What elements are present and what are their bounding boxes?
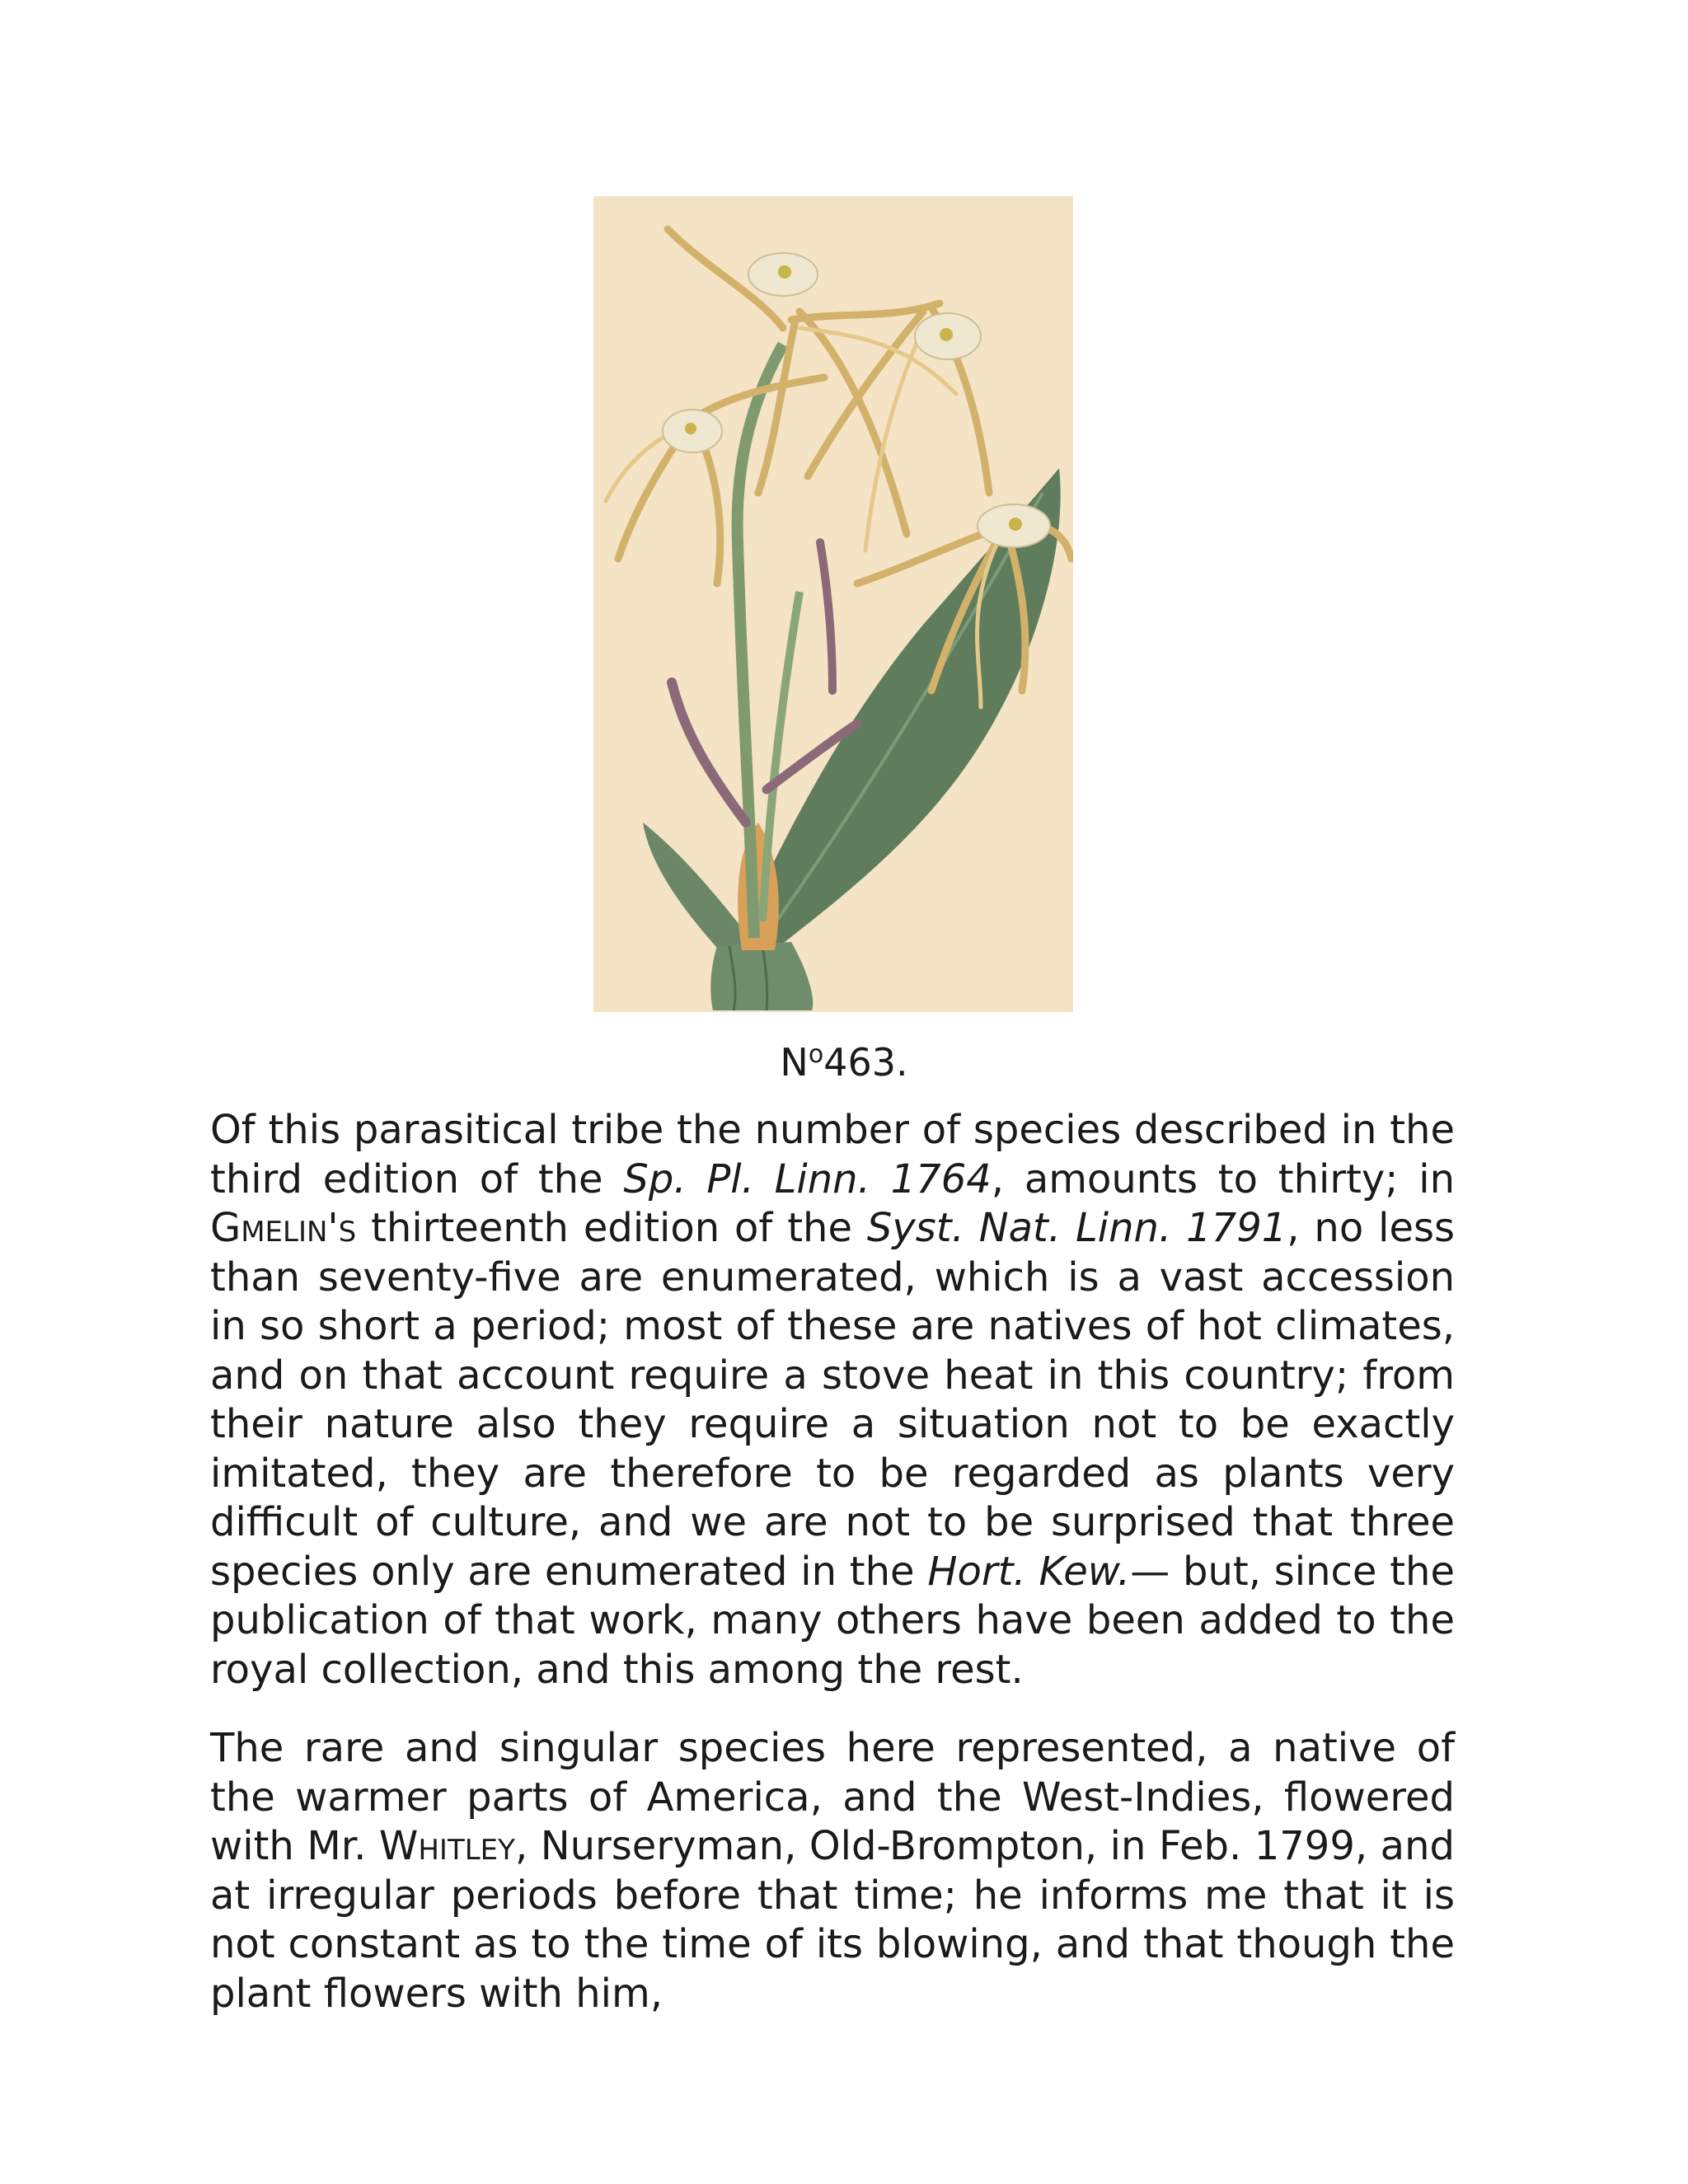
p1-reference-syst-nat: Syst. Nat. Linn. 1791: [866, 1205, 1287, 1251]
body-text: [210, 1106, 1455, 2048]
plate-number-superscript: o: [808, 1040, 824, 1069]
plate-number-prefix: N: [780, 1040, 809, 1085]
p1-text-2: , amounts to thirty; in: [991, 1155, 1456, 1202]
p2-text-1: The rare and singular species here represented, a native of the warmer parts of America, and the West-Indies, flowered with Mr.: [210, 1725, 1455, 1869]
p1-name-gmelin: Gmelin's: [210, 1205, 357, 1251]
p1-text-1: Of this parasitical tribe the number of species described in the third edition of the: [210, 1107, 1455, 1202]
p1-text-5: — but, since the publication of that work, many others have been added to the royal collection, and this among the rest.: [210, 1548, 1456, 1693]
plate-number-value: 463.: [823, 1040, 908, 1085]
p1-text-4: , no less than seventy-five are enumerated, which is a vast accession in so short a period; most of these are natives of hot climates, and on that account require a stove heat in this country; from their nature also they require a situation not to be exactly imitated, they are therefore to be regarded as plants very difficult of culture, and we are not to be surprised that three species only are enumerated in the: [210, 1205, 1455, 1595]
plate-number: [0, 1030, 1688, 1087]
botanical-plate-illustration: [593, 196, 1073, 1012]
p1-reference-sp-pl: Sp. Pl. Linn. 1764: [623, 1155, 992, 1202]
p2-text-2: , Nurseryman, Old-Brompton, in Feb. 1799, and at irregular periods before that time; he informs me that it is not constant as to the time of its blowing, and that though the plant flowers with him,: [210, 1823, 1455, 2017]
p2-name-whitley: Whitley: [378, 1823, 515, 1869]
p1-text-3: thirteenth edition of the: [356, 1205, 867, 1251]
p1-reference-hort-kew: Hort. Kew.: [927, 1548, 1131, 1595]
paragraph-2: [210, 1724, 1455, 2018]
paragraph-1: [210, 1106, 1455, 1694]
